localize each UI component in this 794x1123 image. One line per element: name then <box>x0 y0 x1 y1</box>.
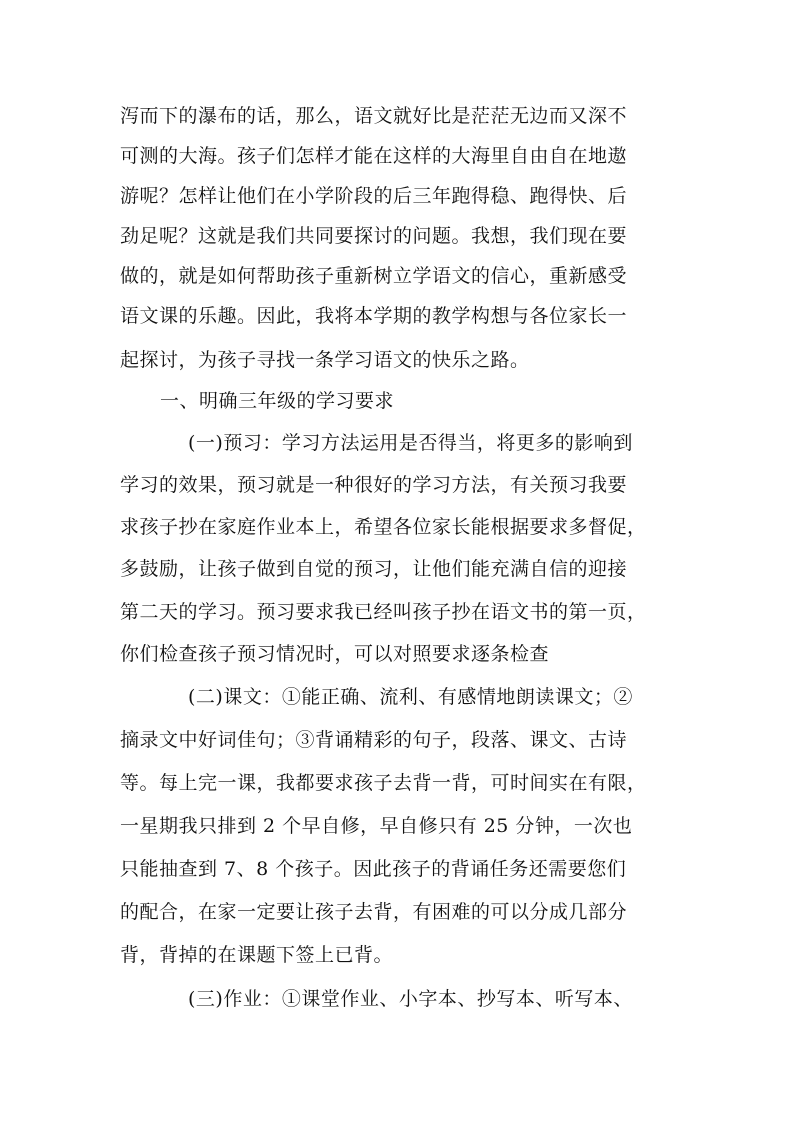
paragraph-line: 泻而下的瀑布的话，那么，语文就好比是茫茫无边而又深不 <box>120 105 628 127</box>
paragraph-line: 劲足呢？这就是我们共同要探讨的问题。我想，我们现在要 <box>120 225 628 247</box>
paragraph-line: 一星期我只排到 2 个早自修，早自修只有 25 分钟，一次也 <box>120 815 633 837</box>
paragraph-line: 语文课的乐趣。因此，我将本学期的教学构想与各位家长一 <box>120 305 628 327</box>
paragraph-line: 摘录文中好词佳句；③背诵精彩的句子，段落、课文、古诗 <box>120 729 628 751</box>
paragraph-line: 学习的效果，预习就是一种很好的学习方法，有关预习我要 <box>120 474 628 496</box>
paragraph-line: 第二天的学习。预习要求我已经叫孩子抄在语文书的第一页， <box>120 601 647 623</box>
paragraph-line: 背，背掉的在课题下签上已背。 <box>120 944 394 966</box>
paragraph-line: 你们检查孩子预习情况时，可以对照要求逐条检查 <box>120 643 550 665</box>
section-heading: 一、明确三年级的学习要求 <box>160 390 395 412</box>
paragraph-line: 只能抽查到 7、8 个孩子。因此孩子的背诵任务还需要您们 <box>120 858 627 880</box>
subsection-line: (二)课文：①能正确、流利、有感情地朗读课文；② <box>188 686 633 708</box>
paragraph-line: 可测的大海。孩子们怎样才能在这样的大海里自由自在地遨 <box>120 145 628 167</box>
paragraph-line: 的配合，在家一定要让孩子去背，有困难的可以分成几部分 <box>120 901 628 923</box>
paragraph-line: 起探讨，为孩子寻找一条学习语文的快乐之路。 <box>120 349 530 371</box>
paragraph-line: 等。每上完一课，我都要求孩子去背一背，可时间实在有限， <box>120 772 647 794</box>
paragraph-line: 求孩子抄在家庭作业本上，希望各位家长能根据要求多督促， <box>120 516 647 538</box>
paragraph-line: 多鼓励，让孩子做到自觉的预习，让他们能充满自信的迎接 <box>120 558 628 580</box>
subsection-line: (一)预习：学习方法运用是否得当，将更多的影响到 <box>188 432 633 454</box>
subsection-line: (三)作业：①课堂作业、小字本、抄写本、听写本、 <box>188 988 633 1010</box>
paragraph-line: 做的，就是如何帮助孩子重新树立学语文的信心，重新感受 <box>120 265 628 287</box>
paragraph-line: 游呢？怎样让他们在小学阶段的后三年跑得稳、跑得快、后 <box>120 185 628 207</box>
